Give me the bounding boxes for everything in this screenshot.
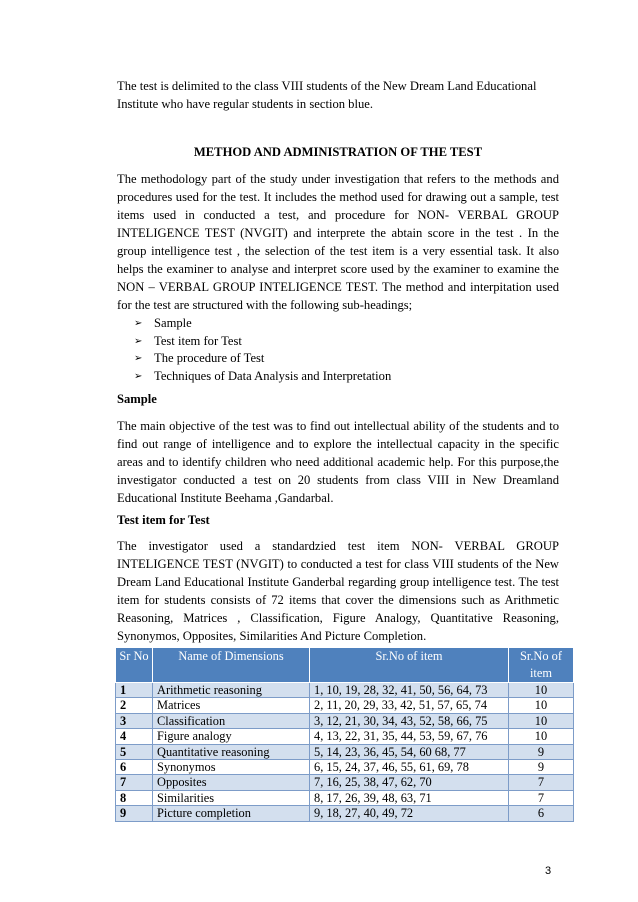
test-item-heading: Test item for Test bbox=[117, 513, 210, 527]
table-row: 4 Figure analogy 4, 13, 22, 31, 35, 44, 53, 59, 67, 76 10 bbox=[116, 729, 574, 744]
list-item: ➢ The procedure of Test bbox=[134, 350, 391, 368]
dimensions-table bbox=[115, 647, 574, 822]
arrow-bullet-icon: ➢ bbox=[134, 335, 143, 347]
header-item-numbers: Sr.No of item bbox=[310, 648, 509, 683]
table-row: 9 Picture completion 9, 18, 27, 40, 49, 72 6 bbox=[116, 806, 574, 821]
table-row: 7 Opposites 7, 16, 25, 38, 47, 62, 70 7 bbox=[116, 775, 574, 790]
intro-paragraph: The test is delimited to the class VIII students of the New Dream Land Educational Institute who have regular students in section blue. bbox=[117, 79, 537, 111]
table-row: 6 Synonymos 6, 15, 24, 37, 46, 55, 61, 69, 78 9 bbox=[116, 760, 574, 775]
test-item-paragraph: The investigator used a standardzied test item NON- VERBAL GROUP INTELIGENCE TEST (NVGIT) to conducted a test for class VIII students of the New Dream Land Educational Institute Ganderbal regarding group intelligence test. The test item for students consists of 72 items that cover the dimensions such as Arithmetic Reasoning, Matrices , Classification, Figure Analogy, Quantitative Reasoning, Synonymos, Opposites, Similarities And Picture Completion. bbox=[117, 539, 559, 643]
header-dimension: Name of Dimensions bbox=[153, 648, 310, 683]
method-paragraph: The methodology part of the study under investigation that refers to the methods and procedures used for the test. It includes the method used for drawing out a sample, test items used in conducted a test, and procedure for NON- VERBAL GROUP INTELIGENCE TEST (NVGIT) and interprete the abtain score in the test . In the group intelligence test , the selection of the test item is a very essential task. It also helps the examiner to analyse and interpret score used by the examiner to examine the NON – VERBAL GROUP INTELIGENCE TEST. The method and interpitation used for the test are structured with the following sub-headings; bbox=[117, 172, 559, 312]
list-item: ➢ Test item for Test bbox=[134, 333, 391, 351]
sample-heading: Sample bbox=[117, 392, 157, 406]
arrow-bullet-icon: ➢ bbox=[134, 353, 143, 364]
arrow-bullet-icon: ➢ bbox=[134, 318, 143, 329]
section-heading: METHOD AND ADMINISTRATION OF THE TEST bbox=[193, 145, 483, 159]
page-number: 3 bbox=[545, 865, 552, 877]
table-header-row bbox=[116, 648, 574, 683]
table-row: 2 Matrices 2, 11, 20, 29, 33, 42, 51, 57, 65, 74 10 bbox=[116, 698, 574, 713]
table-row: 8 Similarities 8, 17, 26, 39, 48, 63, 71 7 bbox=[116, 790, 574, 805]
subheadings-list bbox=[134, 315, 391, 385]
table-row: 3 Classification 3, 12, 21, 30, 34, 43, 52, 58, 66, 75 10 bbox=[116, 713, 574, 728]
arrow-bullet-icon: ➢ bbox=[134, 370, 143, 382]
table-row: 5 Quantitative reasoning 5, 14, 23, 36, 45, 54, 60 68, 77 9 bbox=[116, 744, 574, 759]
header-sr-no: Sr No bbox=[116, 648, 153, 683]
table-row: 1 Arithmetic reasoning 1, 10, 19, 28, 32, 41, 50, 56, 64, 73 10 bbox=[116, 683, 574, 698]
list-item: ➢ Sample bbox=[134, 315, 391, 333]
sample-paragraph: The main objective of the test was to find out intellectual ability of the students and to find out range of intelligence and to explore the intellectual capacity in the specific areas and to identify children who need additional academic help. For this purpose,the investigator conducted a test on 20 students from class VIII in New Dreamland Educational Institute Beehama ,Gandarbal. bbox=[117, 419, 559, 505]
list-item: ➢ Techniques of Data Analysis and Interpretation bbox=[134, 368, 391, 386]
header-item-count: Sr.No of item bbox=[509, 648, 574, 683]
